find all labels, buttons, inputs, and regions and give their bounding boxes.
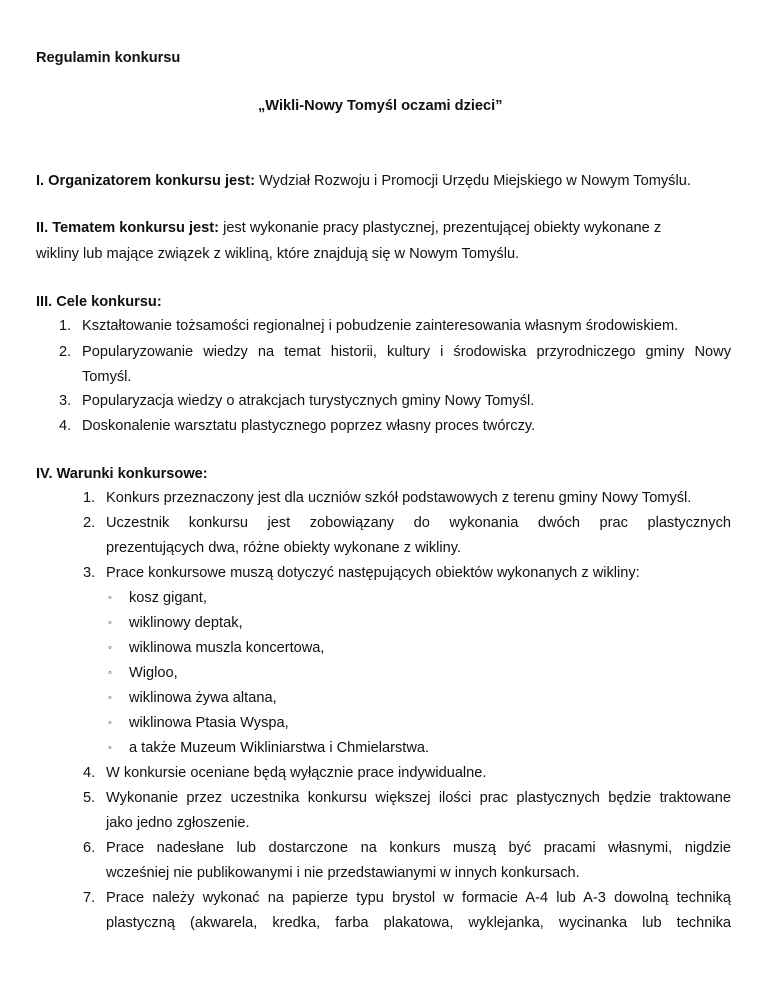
condition-item: Prace konkursowe muszą dotyczyć następujących obiektów wykonanych z wikliny: [106, 565, 640, 581]
object-item: wiklinowy deptak, [129, 615, 243, 631]
organizer-label: I. Organizatorem konkursu jest: [36, 173, 255, 189]
goal-item: Popularyzacja wiedzy o atrakcjach turystycznych gminy Nowy Tomyśl. [82, 393, 535, 409]
goal-item: Popularyzowanie wiedzy na temat historii, kultury i środowiska przyrodniczego gminy Nowy [82, 344, 731, 360]
condition-item-continuation: prezentujących dwa, różne obiekty wykonane z wikliny. [106, 540, 462, 556]
condition-item-continuation: jako jedno zgłoszenie. [106, 815, 250, 831]
circle-bullet-icon: ◦ [108, 617, 112, 629]
circle-bullet-icon: ◦ [108, 742, 112, 754]
condition-number: 1. [83, 490, 96, 506]
circle-bullet-icon: ◦ [108, 667, 112, 679]
object-item: wiklinowa Ptasia Wyspa, [129, 715, 289, 731]
goal-number: 2. [59, 344, 72, 360]
contest-name: „Wikli-Nowy Tomyśl oczami dzieci” [258, 98, 503, 114]
object-item: wiklinowa muszla koncertowa, [129, 640, 325, 656]
object-item: a także Muzeum Wikliniarstwa i Chmielarstwa. [129, 740, 430, 756]
condition-item: Prace należy wykonać na papierze typu brystol w formacie A-4 lub A-3 dowolną techniką [106, 890, 731, 906]
condition-number: 4. [83, 765, 96, 781]
section-organizer [36, 172, 691, 190]
organizer-text: Wydział Rozwoju i Promocji Urzędu Miejskiego w Nowym Tomyślu. [254, 173, 691, 189]
conditions-heading: IV. Warunki konkursowe: [36, 466, 208, 482]
goals-heading: III. Cele konkursu: [36, 294, 162, 310]
condition-item-continuation: plastyczną (akwarela, kredka, farba plakatowa, wyklejanka, wycinanka lub technika [106, 915, 731, 931]
condition-item: Wykonanie przez uczestnika konkursu większej ilości prac plastycznych będzie traktowane [106, 790, 731, 806]
goal-number: 4. [59, 418, 72, 434]
condition-item: Konkurs przeznaczony jest dla uczniów szkół podstawowych z terenu gminy Nowy Tomyśl. [106, 490, 692, 506]
object-item: wiklinowa żywa altana, [129, 690, 277, 706]
circle-bullet-icon: ◦ [108, 642, 112, 654]
condition-item: Uczestnik konkursu jest zobowiązany do wykonania dwóch prac plastycznych [106, 515, 731, 531]
theme-text-line2: wikliny lub mające związek z wikliną, które znajdują się w Nowym Tomyślu. [36, 246, 520, 262]
object-item: Wigloo, [129, 665, 178, 681]
object-item: kosz gigant, [129, 590, 207, 606]
document-title: Regulamin konkursu [36, 50, 181, 66]
condition-item: Prace nadesłane lub dostarczone na konkurs muszą być pracami własnymi, nigdzie [106, 840, 731, 856]
condition-item: W konkursie oceniane będą wyłącznie prace indywidualne. [106, 765, 487, 781]
goal-number: 1. [59, 318, 72, 334]
condition-number: 3. [83, 565, 96, 581]
theme-text-line1: jest wykonanie pracy plastycznej, prezentującej obiekty wykonane z [219, 220, 662, 236]
condition-number: 5. [83, 790, 96, 806]
condition-number: 7. [83, 890, 96, 906]
goal-number: 3. [59, 393, 72, 409]
condition-number: 2. [83, 515, 96, 531]
theme-label: II. Tematem konkursu jest: [36, 220, 220, 236]
condition-item-continuation: wcześniej nie publikowanymi i nie przedstawianymi w innych konkursach. [106, 865, 580, 881]
circle-bullet-icon: ◦ [108, 692, 112, 704]
circle-bullet-icon: ◦ [108, 592, 112, 604]
condition-number: 6. [83, 840, 96, 856]
goal-item: Doskonalenie warsztatu plastycznego poprzez własny proces twórczy. [82, 418, 536, 434]
circle-bullet-icon: ◦ [108, 717, 112, 729]
goal-item-continuation: Tomyśl. [82, 369, 132, 385]
section-theme [36, 219, 661, 237]
goal-item: Kształtowanie tożsamości regionalnej i pobudzenie zainteresowania własnym środowiskiem. [82, 318, 679, 334]
